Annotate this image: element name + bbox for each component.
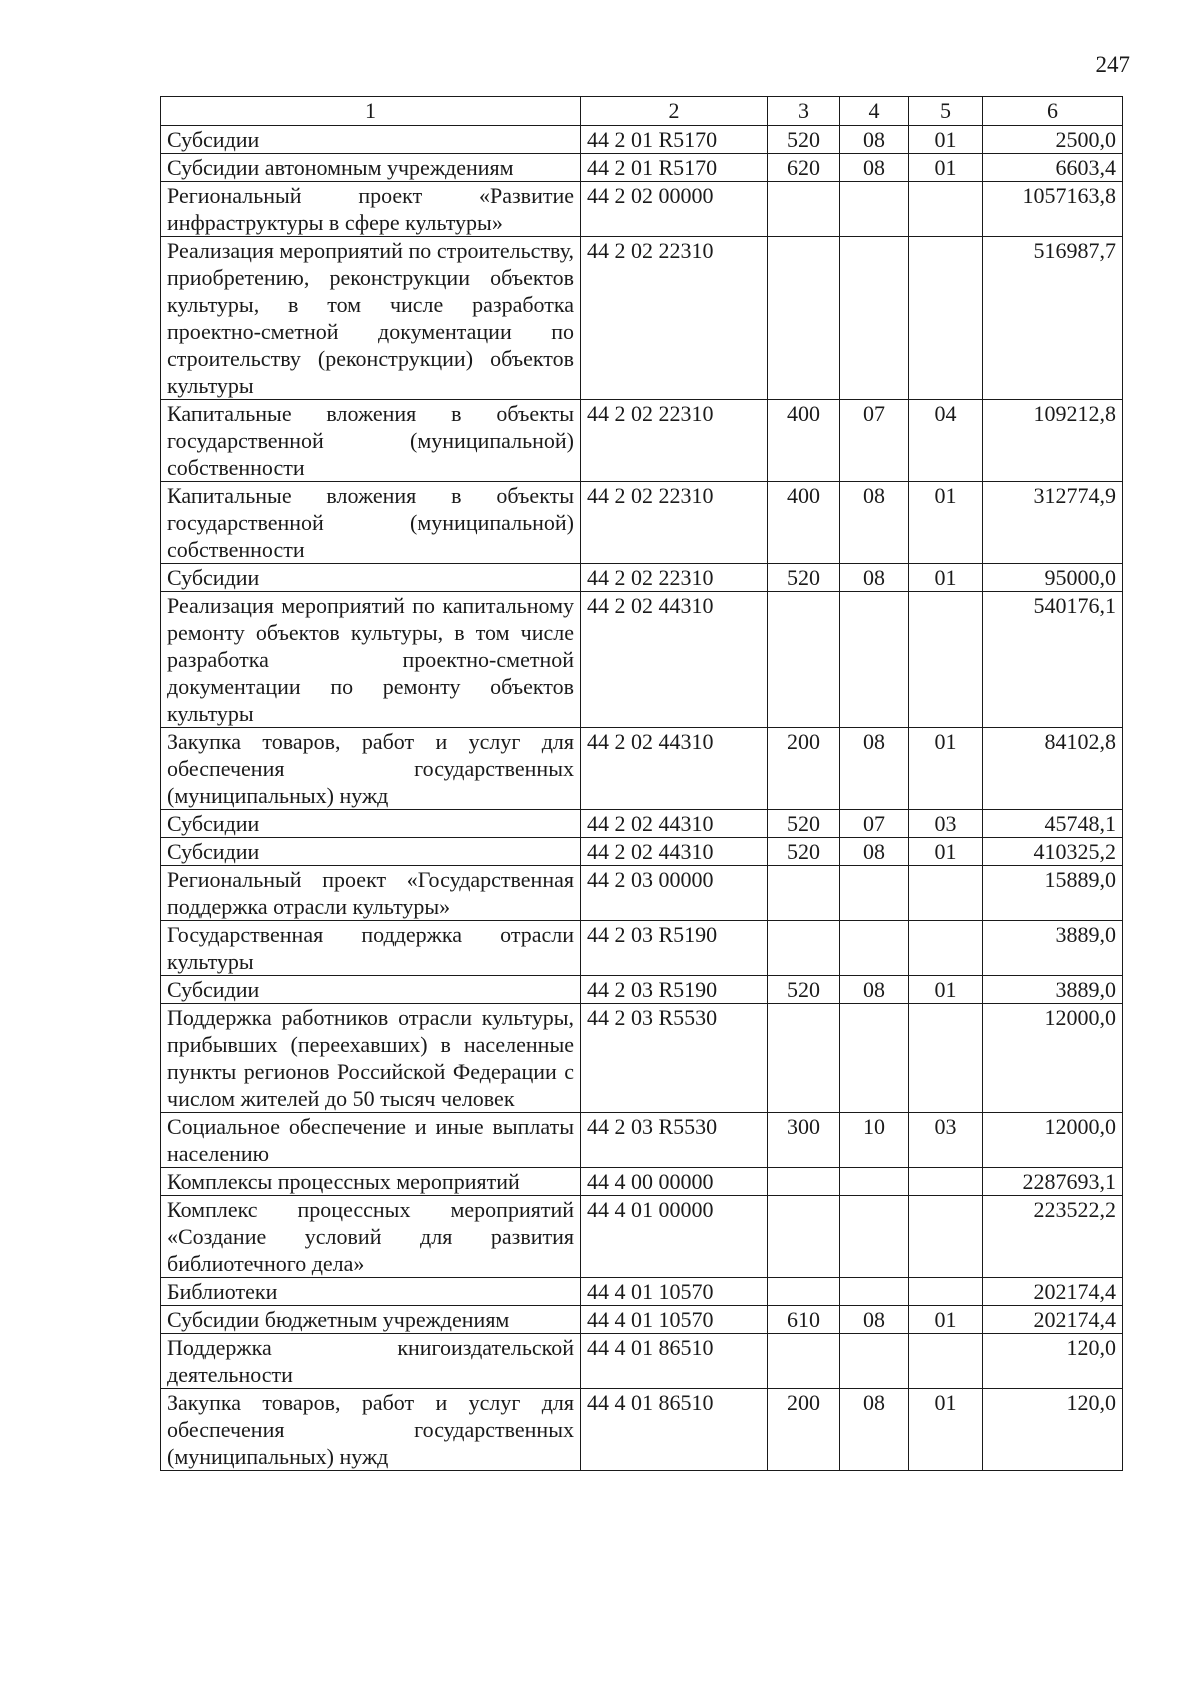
header-cell: 3	[768, 97, 840, 126]
code-cell: 44 4 00 00000	[581, 1168, 768, 1196]
code-cell: 44 2 02 44310	[581, 838, 768, 866]
section-cell	[840, 1004, 909, 1113]
item-name-cell: Субсидии	[161, 126, 581, 154]
section-cell	[840, 592, 909, 728]
expense-type-cell: 400	[768, 482, 840, 564]
subsection-cell	[909, 1004, 983, 1113]
section-cell	[840, 1334, 909, 1389]
code-cell: 44 2 03 R5530	[581, 1113, 768, 1168]
amount-cell: 12000,0	[983, 1113, 1123, 1168]
table-row	[161, 482, 1123, 564]
amount-cell: 223522,2	[983, 1196, 1123, 1278]
subsection-cell: 01	[909, 1389, 983, 1471]
code-cell: 44 2 02 44310	[581, 728, 768, 810]
header-row	[161, 97, 1123, 126]
item-name-cell: Капитальные вложения в объекты государственной (муниципальной) собственности	[161, 482, 581, 564]
header-cell: 6	[983, 97, 1123, 126]
expense-type-cell: 200	[768, 1389, 840, 1471]
amount-cell: 120,0	[983, 1334, 1123, 1389]
table-row	[161, 154, 1123, 182]
header-cell: 5	[909, 97, 983, 126]
section-cell: 10	[840, 1113, 909, 1168]
table-row	[161, 1168, 1123, 1196]
code-cell: 44 2 03 R5530	[581, 1004, 768, 1113]
amount-cell: 202174,4	[983, 1306, 1123, 1334]
table-row	[161, 1306, 1123, 1334]
table-row	[161, 126, 1123, 154]
table-row	[161, 1389, 1123, 1471]
item-name-cell: Закупка товаров, работ и услуг для обеспечения государственных (муниципальных) нужд	[161, 728, 581, 810]
amount-cell: 2500,0	[983, 126, 1123, 154]
subsection-cell	[909, 237, 983, 400]
subsection-cell: 01	[909, 482, 983, 564]
header-cell: 2	[581, 97, 768, 126]
code-cell: 44 2 02 22310	[581, 564, 768, 592]
expense-type-cell	[768, 1196, 840, 1278]
header-cell: 4	[840, 97, 909, 126]
table-row	[161, 1334, 1123, 1389]
amount-cell: 95000,0	[983, 564, 1123, 592]
expense-type-cell	[768, 1004, 840, 1113]
item-name-cell: Поддержка работников отрасли культуры, прибывших (переехавших) в населенные пункты регионов Российской Федерации с числом жителей до 50 тысяч человек	[161, 1004, 581, 1113]
item-name-cell: Закупка товаров, работ и услуг для обеспечения государственных (муниципальных) нужд	[161, 1389, 581, 1471]
item-name-cell: Капитальные вложения в объекты государственной (муниципальной) собственности	[161, 400, 581, 482]
code-cell: 44 2 02 44310	[581, 810, 768, 838]
code-cell: 44 4 01 10570	[581, 1306, 768, 1334]
expense-type-cell	[768, 237, 840, 400]
item-name-cell: Региональный проект «Развитие инфраструктуры в сфере культуры»	[161, 182, 581, 237]
amount-cell: 45748,1	[983, 810, 1123, 838]
table-row	[161, 1278, 1123, 1306]
subsection-cell: 01	[909, 728, 983, 810]
amount-cell: 516987,7	[983, 237, 1123, 400]
section-cell: 08	[840, 154, 909, 182]
amount-cell: 312774,9	[983, 482, 1123, 564]
table-row	[161, 1196, 1123, 1278]
subsection-cell	[909, 182, 983, 237]
subsection-cell	[909, 1168, 983, 1196]
subsection-cell: 01	[909, 1306, 983, 1334]
amount-cell: 1057163,8	[983, 182, 1123, 237]
code-cell: 44 2 01 R5170	[581, 126, 768, 154]
code-cell: 44 2 02 22310	[581, 482, 768, 564]
subsection-cell: 03	[909, 1113, 983, 1168]
amount-cell: 2287693,1	[983, 1168, 1123, 1196]
subsection-cell: 01	[909, 154, 983, 182]
expense-type-cell: 300	[768, 1113, 840, 1168]
subsection-cell: 03	[909, 810, 983, 838]
page-number: 247	[1095, 52, 1130, 77]
item-name-cell: Субсидии	[161, 810, 581, 838]
section-cell: 07	[840, 400, 909, 482]
expense-type-cell: 520	[768, 810, 840, 838]
expense-type-cell	[768, 1334, 840, 1389]
amount-cell: 540176,1	[983, 592, 1123, 728]
code-cell: 44 4 01 86510	[581, 1389, 768, 1471]
table-row	[161, 921, 1123, 976]
expense-type-cell: 520	[768, 838, 840, 866]
item-name-cell: Субсидии автономным учреждениям	[161, 154, 581, 182]
section-cell: 08	[840, 126, 909, 154]
subsection-cell: 01	[909, 564, 983, 592]
item-name-cell: Государственная поддержка отрасли культуры	[161, 921, 581, 976]
expense-type-cell: 520	[768, 564, 840, 592]
code-cell: 44 2 03 R5190	[581, 921, 768, 976]
item-name-cell: Реализация мероприятий по капитальному ремонту объектов культуры, в том числе разработка проектно-сметной документации по ремонту объектов культуры	[161, 592, 581, 728]
header-cell: 1	[161, 97, 581, 126]
expense-type-cell	[768, 592, 840, 728]
table-row	[161, 1113, 1123, 1168]
section-cell	[840, 866, 909, 921]
expense-type-cell	[768, 182, 840, 237]
subsection-cell	[909, 866, 983, 921]
code-cell: 44 4 01 10570	[581, 1278, 768, 1306]
item-name-cell: Поддержка книгоиздательской деятельности	[161, 1334, 581, 1389]
item-name-cell: Субсидии	[161, 838, 581, 866]
amount-cell: 3889,0	[983, 921, 1123, 976]
table-row	[161, 728, 1123, 810]
amount-cell: 410325,2	[983, 838, 1123, 866]
subsection-cell	[909, 1334, 983, 1389]
code-cell: 44 2 02 22310	[581, 400, 768, 482]
table-row	[161, 592, 1123, 728]
subsection-cell: 01	[909, 976, 983, 1004]
subsection-cell	[909, 921, 983, 976]
table-row	[161, 810, 1123, 838]
subsection-cell	[909, 1278, 983, 1306]
table-row	[161, 866, 1123, 921]
item-name-cell: Социальное обеспечение и иные выплаты населению	[161, 1113, 581, 1168]
section-cell	[840, 182, 909, 237]
item-name-cell: Субсидии	[161, 564, 581, 592]
section-cell	[840, 1278, 909, 1306]
expense-type-cell: 520	[768, 976, 840, 1004]
amount-cell: 6603,4	[983, 154, 1123, 182]
table-row	[161, 838, 1123, 866]
item-name-cell: Библиотеки	[161, 1278, 581, 1306]
subsection-cell	[909, 592, 983, 728]
expense-type-cell: 620	[768, 154, 840, 182]
code-cell: 44 4 01 00000	[581, 1196, 768, 1278]
expense-type-cell	[768, 866, 840, 921]
section-cell	[840, 237, 909, 400]
expense-type-cell: 200	[768, 728, 840, 810]
expense-type-cell: 520	[768, 126, 840, 154]
section-cell: 08	[840, 728, 909, 810]
section-cell: 08	[840, 976, 909, 1004]
expense-type-cell: 610	[768, 1306, 840, 1334]
amount-cell: 15889,0	[983, 866, 1123, 921]
item-name-cell: Комплекс процессных мероприятий «Создание условий для развития библиотечного дела»	[161, 1196, 581, 1278]
expense-type-cell	[768, 1278, 840, 1306]
table-row	[161, 564, 1123, 592]
code-cell: 44 2 02 44310	[581, 592, 768, 728]
subsection-cell	[909, 1196, 983, 1278]
item-name-cell: Региональный проект «Государственная поддержка отрасли культуры»	[161, 866, 581, 921]
item-name-cell: Реализация мероприятий по строительству, приобретению, реконструкции объектов культуры, в том числе разработка проектно-сметной документации по строительству (реконструкции) объектов культуры	[161, 237, 581, 400]
section-cell: 08	[840, 1389, 909, 1471]
table-row	[161, 976, 1123, 1004]
section-cell: 08	[840, 482, 909, 564]
subsection-cell: 01	[909, 838, 983, 866]
amount-cell: 84102,8	[983, 728, 1123, 810]
section-cell	[840, 1168, 909, 1196]
code-cell: 44 2 02 00000	[581, 182, 768, 237]
section-cell: 07	[840, 810, 909, 838]
section-cell	[840, 921, 909, 976]
amount-cell: 109212,8	[983, 400, 1123, 482]
amount-cell: 3889,0	[983, 976, 1123, 1004]
subsection-cell: 01	[909, 126, 983, 154]
section-cell: 08	[840, 838, 909, 866]
table-row	[161, 182, 1123, 237]
table-row	[161, 400, 1123, 482]
amount-cell: 202174,4	[983, 1278, 1123, 1306]
amount-cell: 12000,0	[983, 1004, 1123, 1113]
subsection-cell: 04	[909, 400, 983, 482]
code-cell: 44 4 01 86510	[581, 1334, 768, 1389]
budget-table	[160, 96, 1123, 1471]
expense-type-cell	[768, 921, 840, 976]
item-name-cell: Субсидии бюджетным учреждениям	[161, 1306, 581, 1334]
amount-cell: 120,0	[983, 1389, 1123, 1471]
code-cell: 44 2 03 00000	[581, 866, 768, 921]
section-cell	[840, 1196, 909, 1278]
item-name-cell: Комплексы процессных мероприятий	[161, 1168, 581, 1196]
expense-type-cell: 400	[768, 400, 840, 482]
code-cell: 44 2 01 R5170	[581, 154, 768, 182]
item-name-cell: Субсидии	[161, 976, 581, 1004]
expense-type-cell	[768, 1168, 840, 1196]
code-cell: 44 2 02 22310	[581, 237, 768, 400]
code-cell: 44 2 03 R5190	[581, 976, 768, 1004]
section-cell: 08	[840, 1306, 909, 1334]
table-row	[161, 237, 1123, 400]
section-cell: 08	[840, 564, 909, 592]
table-row	[161, 1004, 1123, 1113]
